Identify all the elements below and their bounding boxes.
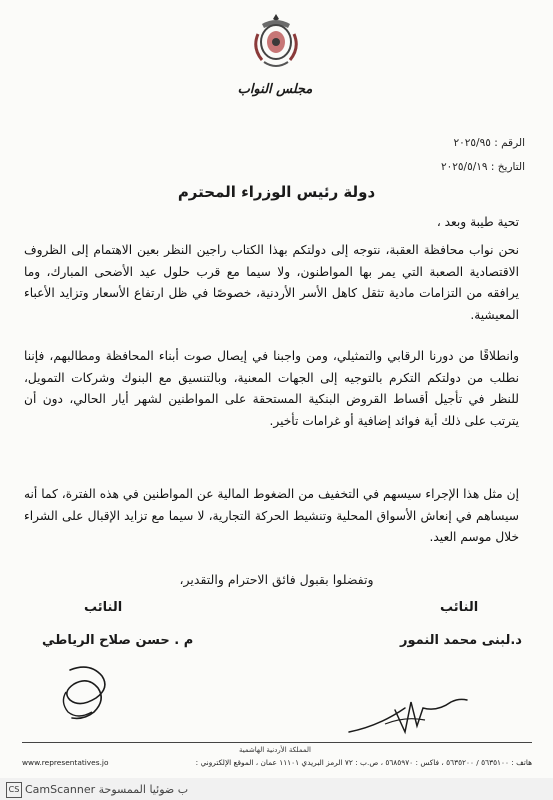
greeting: تحية طيبة وبعد ، [436, 215, 519, 229]
footer-contact: هاتف : ٥٦٣٥١٠٠ / ٥٦٣٥٢٠٠ ، فاكس : ٥٦٨٥٩٧٠ ، ص.ب : ٧٢ الرمز البريدي ١١١٠١ عمان ، الموقع الإلكتروني : [195, 758, 532, 767]
left-signatory-name: م . حسن صلاح الرياطي [42, 633, 194, 648]
paragraph-2: وانطلاقًا من دورنا الرقابي والتمثيلي، ومن واجبنا في إيصال صوت أبناء المحافظة ومطالبهم، فإننا نطلب من دولتكم التكرم بالتوجيه إلى الجهات المعنية، وبالتنسيق مع البنوك وشركات التمويل، للنظر في تأجيل أقساط القروض البنكية المستحقة على المواطنين لشهر أيار الحالي، دون أن يترتب على ذلك أية فوائد إضافية أو غرامات تأخير. [24, 349, 519, 428]
footer-emblem-caption: المملكة الأردنية الهاشمية [238, 746, 312, 754]
right-signatory-title: النائب [440, 600, 479, 615]
camscanner-logo-icon: CS [6, 782, 22, 798]
letter-date: التاريخ : ٢٠٢٥/٥/١٩ [440, 161, 525, 173]
right-signature-icon [345, 680, 475, 740]
council-name: مجلس النواب [237, 82, 313, 97]
footer-website: www.representatives.jo [22, 758, 109, 767]
closing-line: وتفضلوا بقبول فائق الاحترام والتقدير، [179, 572, 374, 587]
reference-number: الرقم : ٢٠٢٥/٩٥ [453, 137, 525, 149]
footer-divider [22, 742, 532, 743]
right-signatory-name: د.لبنى محمد النمور [400, 633, 522, 648]
paragraph-1: نحن نواب محافظة العقبة، نتوجه إلى دولتكم بهذا الكتاب راجين النظر بعين الاهتمام إلى الظروف الاقتصادية الصعبة التي يمر بها المواطنون، ولا سيما مع قرب حلول عيد الأضحى المبارك، وما يرافقه من التزامات مادية تثقل كاهل الأسر الأردنية، خصوصًا في ظل ارتفاع الأسعار وتزايد الأعباء المعيشية. [24, 243, 519, 322]
addressee: دولة رئيس الوزراء المحترم [177, 183, 376, 201]
crest-icon [250, 12, 302, 70]
left-signatory-title: النائب [84, 600, 123, 615]
scanner-watermark [6, 782, 188, 798]
scanner-label: CamScanner ب ضوئيا الممسوحة [25, 783, 189, 796]
paragraph-3: إن مثل هذا الإجراء سيسهم في التخفيف من الضغوط المالية عن المواطنين في هذه الفترة، كما أنه سيساهم في إنعاش الأسواق المحلية وتنشيط الحركة التجارية، لا سيما مع تزايد الإقبال على الشراء خلال موسم العيد. [24, 487, 519, 544]
left-signature-icon [40, 652, 140, 732]
